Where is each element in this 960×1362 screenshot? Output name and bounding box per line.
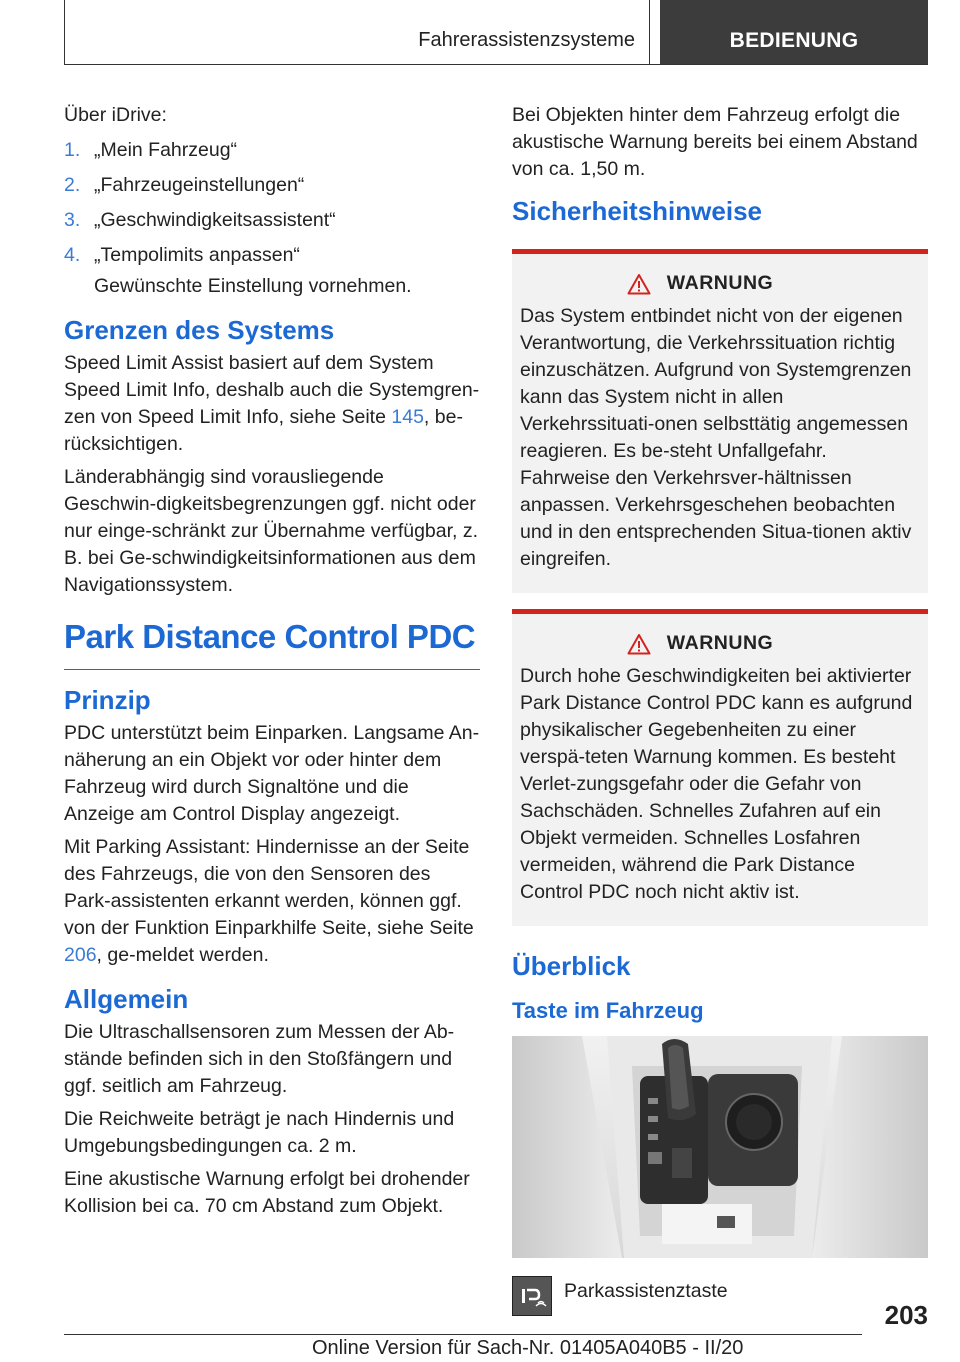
warning-title: WARNUNG bbox=[520, 272, 920, 295]
footer-text: Online Version für Sach-Nr. 01405A040B5 - II/20 bbox=[312, 1337, 744, 1359]
idrive-steps bbox=[64, 137, 480, 269]
chapter-title: BEDIENUNG bbox=[729, 29, 859, 52]
figure-caption bbox=[512, 1276, 928, 1316]
heading-taste: Taste im Fahrzeug bbox=[512, 998, 704, 1023]
heading-allgemein: Allgemein bbox=[64, 984, 189, 1014]
prinzip-paragraph-2: Mit Parking Assistant: Hindernisse an der Seite des Fahrzeugs, die von den Sensoren des Park-assistenten erkannt werden, können ggf. von der Funktion Einparkhilfe Seite, siehe Seite 206, ge-meldet werden. bbox=[64, 836, 474, 966]
rear-warning-paragraph: Bei Objekten hinter dem Fahrzeug erfolgt die akustische Warnung bereits bei einem Abstand von ca. 1,50 m. bbox=[512, 104, 918, 180]
header-chapter bbox=[660, 0, 928, 64]
warning-box-2 bbox=[512, 609, 928, 926]
heading-sicherheit: Sicherheitshinweise bbox=[512, 196, 762, 226]
warning-triangle-icon bbox=[627, 273, 651, 295]
allgemein-paragraph-3: Eine akustische Warnung erfolgt bei drohender Kollision bei ca. 70 cm Abstand zum Objekt. bbox=[64, 1168, 470, 1217]
warning-text: Durch hohe Geschwindigkeiten bei aktivierter Park Distance Control PDC kann es aufgrund physikalischer Gegebenheiten zu einer verspä-teten Warnung kommen. Es besteht Verlet-zungsgefahr oder die Gefahr von Sachschäden. Schnelles Zufahren auf ein Objekt vermeiden. Schnelles Losfahren vermeiden, während die Park Distance Control PDC noch nicht aktiv ist. bbox=[520, 665, 913, 903]
park-assist-button-icon bbox=[512, 1276, 552, 1316]
step-note: Gewünschte Einstellung vornehmen. bbox=[94, 275, 412, 297]
center-console-photo bbox=[512, 1036, 928, 1258]
footer-divider bbox=[64, 1334, 862, 1335]
grenzen-paragraph-2: Länderabhängig sind vorausliegende Geschwin-digkeitsbegrenzungen ggf. nicht oder nur einge-schränkt zur Übernahme verfügbar, z. B. bei Ge-schwindigkeitsinformationen aus dem Navigationssystem. bbox=[64, 466, 479, 596]
page-number: 203 bbox=[884, 1300, 928, 1330]
step-item: 4. „Tempolimits anpassen“ bbox=[64, 244, 300, 266]
warning-box-1 bbox=[512, 249, 928, 593]
step-item: 3. „Geschwindigkeitsassistent“ bbox=[64, 209, 336, 231]
caption-text: Parkassistenztaste bbox=[564, 1280, 728, 1302]
heading-pdc: Park Distance Control PDC bbox=[64, 617, 480, 670]
page-link-145[interactable]: 145 bbox=[391, 406, 424, 428]
heading-prinzip: Prinzip bbox=[64, 685, 151, 715]
page-link-206[interactable]: 206 bbox=[64, 944, 97, 966]
warning-triangle-icon bbox=[627, 633, 651, 655]
step-item: 1. „Mein Fahrzeug“ bbox=[64, 139, 238, 161]
section-title: Fahrerassistenzsysteme bbox=[418, 29, 635, 51]
heading-ueberblick: Überblick bbox=[512, 951, 631, 981]
idrive-intro: Über iDrive: bbox=[64, 104, 167, 126]
grenzen-paragraph-1: Speed Limit Assist basiert auf dem System Speed Limit Info, deshalb auch die Systemgren-zen von Speed Limit Info, siehe Seite 145, be-rücksichtigen. bbox=[64, 352, 480, 455]
step-item: 2. „Fahrzeugeinstellungen“ bbox=[64, 174, 305, 196]
heading-grenzen: Grenzen des Systems bbox=[64, 315, 335, 345]
prinzip-paragraph-1: PDC unterstützt beim Einparken. Langsame An-näherung an ein Objekt vor oder hinter dem Fahrzeug wird durch Signaltöne und die Anzeige am Control Display angezeigt. bbox=[64, 722, 480, 825]
warning-text: Das System entbindet nicht von der eigenen Verantwortung, die Verkehrssituation richtig einzuschätzen. Aufgrund von Systemgrenzen kann das System nicht in allen Verkehrssituati-onen selbsttätig angemessen reagieren. Es be-steht Unfallgefahr. Fahrweise den Verkehrsver-hältnissen anpassen. Verkehrsgeschehen beobachten und in den entsprechenden Situa-tionen aktiv eingreifen. bbox=[520, 305, 912, 570]
center-console-illustration bbox=[512, 1036, 928, 1258]
header-section bbox=[64, 0, 650, 64]
allgemein-paragraph-1: Die Ultraschallsensoren zum Messen der Ab-stände befinden sich in den Stoßfängern und ggf. seitlich am Fahrzeug. bbox=[64, 1021, 455, 1097]
allgemein-paragraph-2: Die Reichweite beträgt je nach Hindernis und Umgebungsbedingungen ca. 2 m. bbox=[64, 1108, 455, 1157]
warning-title: WARNUNG bbox=[520, 632, 920, 655]
right-column bbox=[512, 102, 928, 1316]
left-column bbox=[64, 102, 480, 1226]
header-divider bbox=[64, 64, 928, 65]
